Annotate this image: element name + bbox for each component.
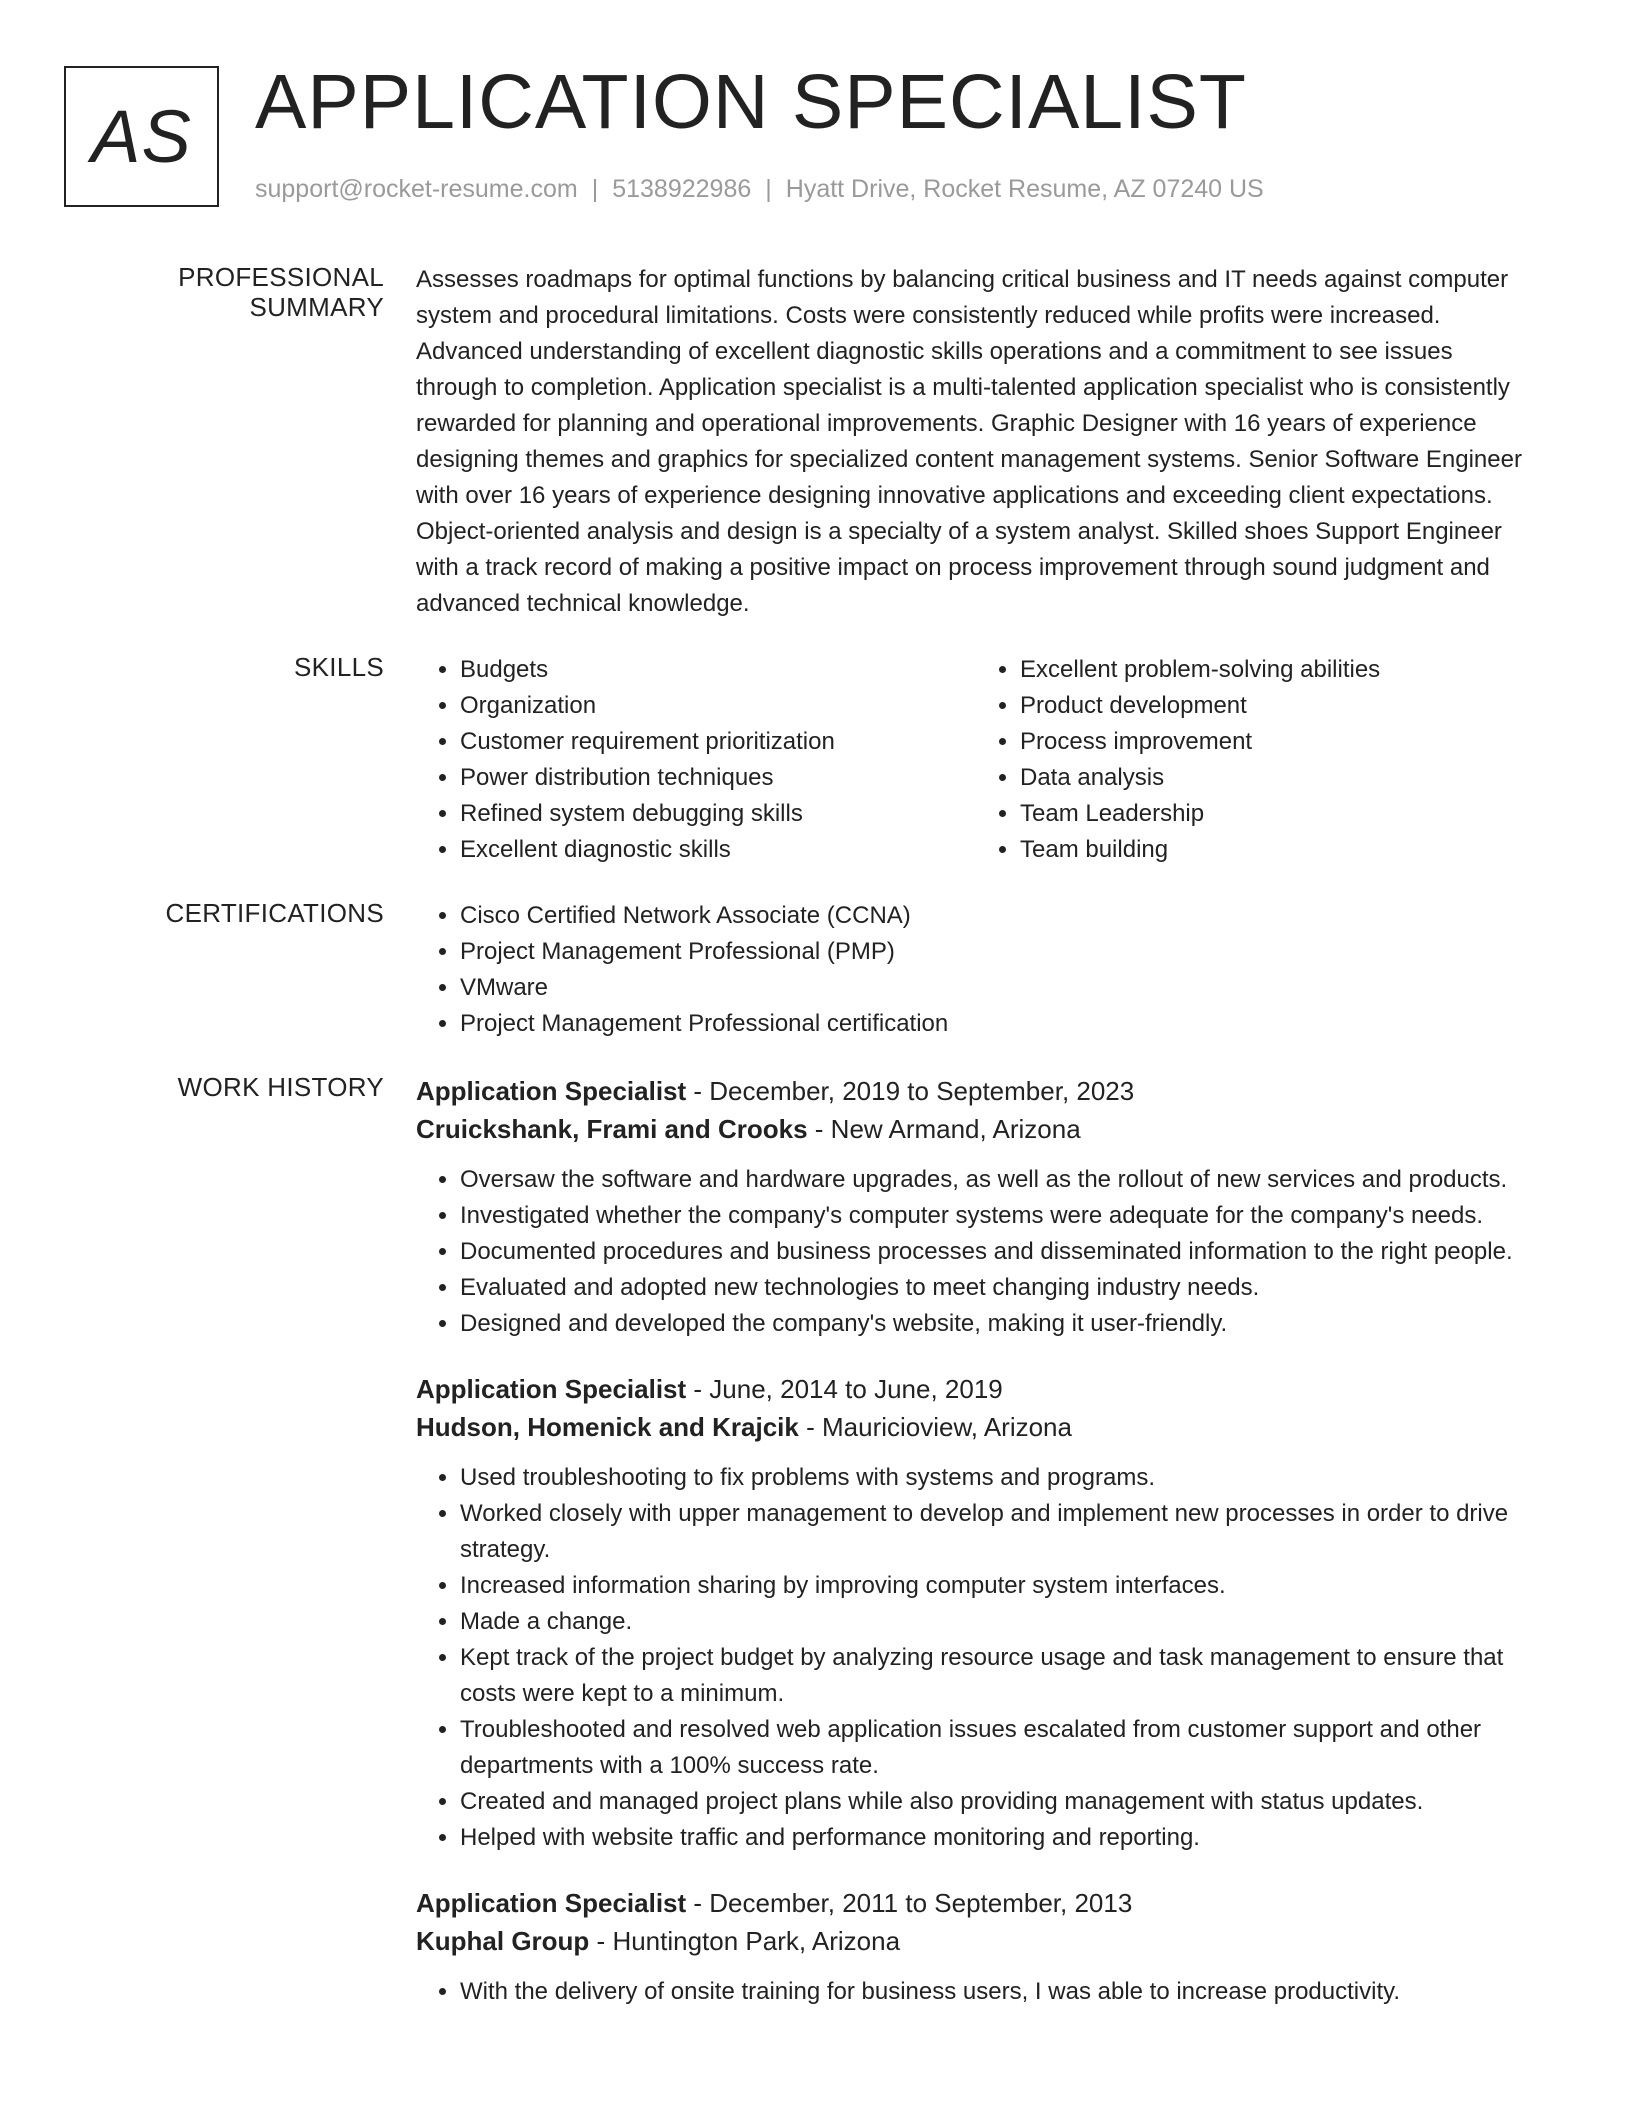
contact-separator: | [591, 175, 599, 203]
job-company-line [416, 1922, 1536, 1960]
skill-item: • Power distribution techniques [460, 760, 976, 796]
dash: - [589, 1926, 613, 1956]
job-bullet: • Evaluated and adopted new technologies to meet changing industry needs. [460, 1270, 1536, 1306]
certification-item: • Project Management Professional certification [460, 1006, 1536, 1042]
skill-item: • Process improvement [1020, 724, 1536, 760]
contact-separator: | [765, 175, 772, 203]
monogram: AS [64, 66, 219, 207]
summary-content [416, 262, 1536, 622]
job-bullets [416, 1974, 1536, 2010]
job-title: Application Specialist [416, 1076, 687, 1106]
job-title-line [416, 1884, 1536, 1922]
job-company-line [416, 1408, 1536, 1446]
job-bullet: • Helped with website traffic and performance monitoring and reporting. [460, 1820, 1536, 1856]
section-label-skills: SKILLS [294, 652, 384, 682]
section-label-certifications: CERTIFICATIONS [165, 898, 384, 928]
job-location: New Armand, Arizona [830, 1114, 1081, 1144]
dash: - [807, 1114, 831, 1144]
job-entry [416, 1072, 1536, 1342]
job-bullet: • Documented procedures and business processes and disseminated information to the right people. [460, 1234, 1536, 1270]
skills-list-right [976, 652, 1536, 868]
skill-item: • Budgets [460, 652, 976, 688]
job-company: Kuphal Group [416, 1926, 590, 1956]
certifications-section [64, 898, 1564, 1042]
job-company-line [416, 1110, 1536, 1148]
skill-item: • Customer requirement prioritization [460, 724, 976, 760]
job-title-line [416, 1370, 1536, 1408]
job-bullet: • Created and managed project plans while also providing management with status updates. [460, 1784, 1536, 1820]
job-bullet: • Oversaw the software and hardware upgrades, as well as the rollout of new services and products. [460, 1162, 1536, 1198]
skill-item: • Excellent problem-solving abilities [1020, 652, 1536, 688]
job-bullet: • Used troubleshooting to fix problems with systems and programs. [460, 1460, 1536, 1496]
dash: - [686, 1888, 710, 1918]
skill-item: • Product development [1020, 688, 1536, 724]
job-bullet: • Increased information sharing by improving computer system interfaces. [460, 1568, 1536, 1604]
work-history-content [416, 1072, 1536, 2038]
job-company: Cruickshank, Frami and Crooks [416, 1114, 808, 1144]
job-location: Huntington Park, Arizona [612, 1926, 901, 1956]
job-bullet: • Kept track of the project budget by analyzing resource usage and task management to ensure that costs were kept to a minimum. [460, 1640, 1536, 1712]
job-title: Application Specialist [416, 1374, 687, 1404]
skill-item: • Team building [1020, 832, 1536, 868]
job-bullet: • With the delivery of onsite training for business users, I was able to increase productivity. [460, 1974, 1536, 2010]
skills-list-left [416, 652, 976, 868]
contact-phone[interactable]: 5138922986 [612, 175, 752, 203]
job-bullet: • Investigated whether the company's computer systems were adequate for the company's needs. [460, 1198, 1536, 1234]
job-title-line [416, 1072, 1536, 1110]
job-dates: December, 2011 to September, 2013 [709, 1888, 1133, 1918]
job-title: Application Specialist [416, 1888, 687, 1918]
certifications-content [416, 898, 1536, 1042]
dash: - [686, 1076, 710, 1106]
job-bullets [416, 1162, 1536, 1342]
contact-email[interactable]: support@rocket-resume.com [255, 175, 578, 203]
contact-line [255, 175, 1264, 204]
skill-item: • Organization [460, 688, 976, 724]
summary-text: Assesses roadmaps for optimal functions by balancing critical business and IT needs against computer system and procedural limitations. Costs were consistently reduced while profits were increased. Advanced understanding of excellent diagnostic skills operations and a commitment to see issues through to completion. Application specialist is a multi-talented application specialist who is consistently rewarded for planning and operational improvements. Graphic Designer with 16 years of experience designing themes and graphics for specialized content management systems. Senior Software Engineer with over 16 years of experience designing innovative applications and exceeding client expectations. Object-oriented analysis and design is a specialty of a system analyst. Skilled shoes Support Engineer with a track record of making a positive impact on process improvement through sound judgment and advanced technical knowledge. [416, 266, 1522, 617]
skill-item: • Refined system debugging skills [460, 796, 976, 832]
work-history-section [64, 1072, 1564, 2038]
section-label-work-history: WORK HISTORY [177, 1072, 384, 1102]
job-bullet: • Made a change. [460, 1604, 1536, 1640]
section-label-summary: PROFESSIONAL SUMMARY [178, 262, 384, 322]
dash: - [686, 1374, 710, 1404]
resume-header [64, 59, 1564, 211]
job-bullet: • Worked closely with upper management to develop and implement new processes in order to drive strategy. [460, 1496, 1536, 1568]
skill-item: • Excellent diagnostic skills [460, 832, 976, 868]
job-location: Mauricioview, Arizona [821, 1412, 1072, 1442]
resume-body [64, 262, 1564, 2068]
certification-item: • Cisco Certified Network Associate (CCNA) [460, 898, 1536, 934]
job-bullets [416, 1460, 1536, 1856]
skills-section [64, 652, 1564, 868]
job-entry [416, 1370, 1536, 1856]
job-bullet: • Troubleshooted and resolved web application issues escalated from customer support and other departments with a 100% success rate. [460, 1712, 1536, 1784]
job-bullet: • Designed and developed the company's website, making it user-friendly. [460, 1306, 1536, 1342]
summary-section [64, 262, 1564, 622]
skill-item: • Data analysis [1020, 760, 1536, 796]
job-company: Hudson, Homenick and Krajcik [416, 1412, 799, 1442]
skill-item: • Team Leadership [1020, 796, 1536, 832]
skills-content [416, 652, 1536, 868]
certification-item: • VMware [460, 970, 1536, 1006]
job-dates: December, 2019 to September, 2023 [709, 1076, 1135, 1106]
job-entry [416, 1884, 1536, 2010]
page-title: APPLICATION SPECIALIST [255, 59, 1247, 145]
dash: - [798, 1412, 822, 1442]
certification-item: • Project Management Professional (PMP) [460, 934, 1536, 970]
certifications-list [416, 898, 1536, 1042]
contact-address: Hyatt Drive, Rocket Resume, AZ 07240 US [785, 175, 1264, 203]
job-dates: June, 2014 to June, 2019 [709, 1374, 1003, 1404]
